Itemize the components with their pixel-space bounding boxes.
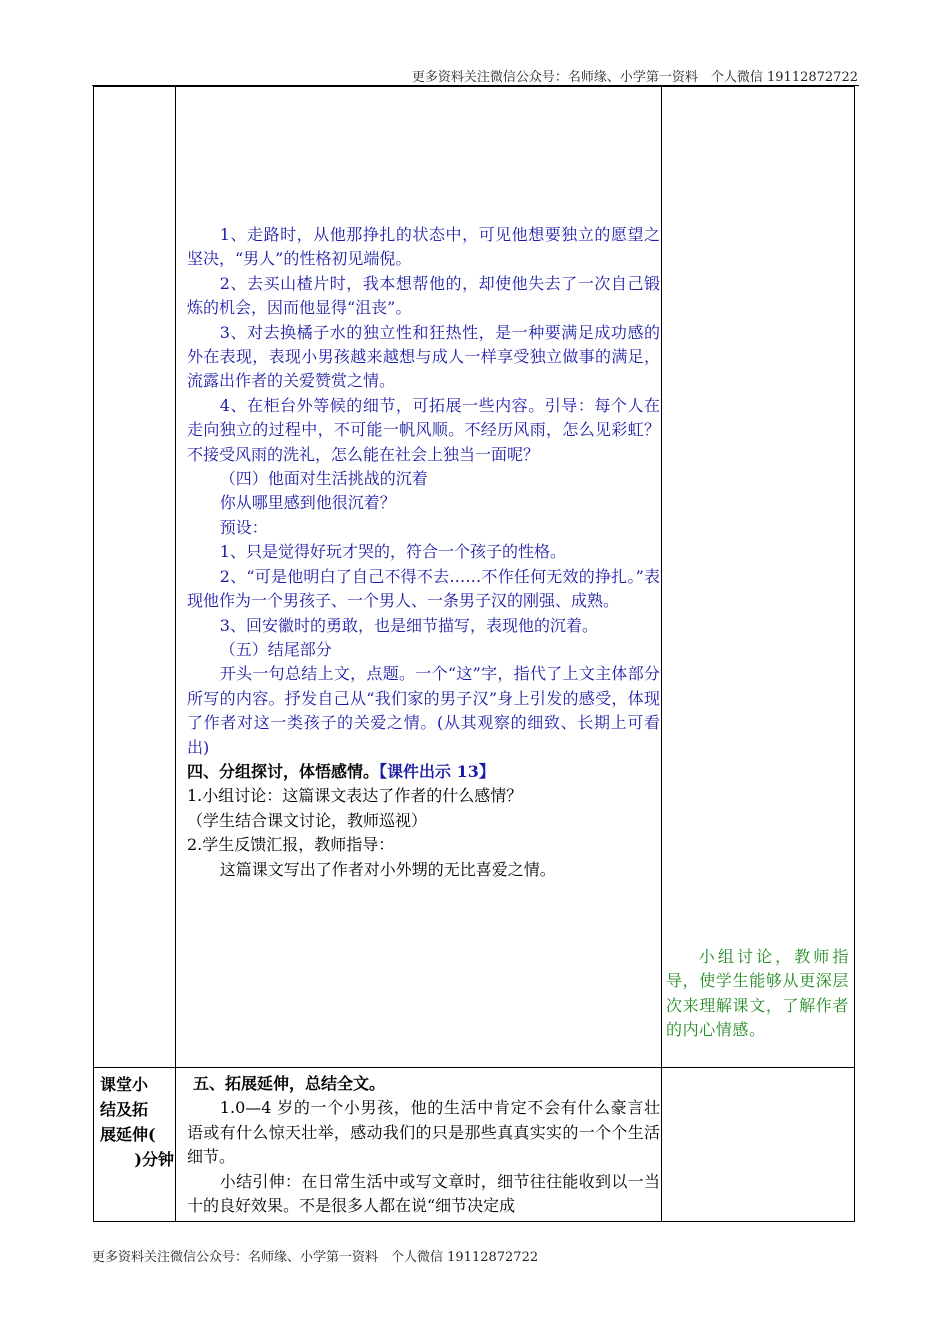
table-column-divider [661, 87, 662, 1221]
design-note-text: 小组讨论，教师指导，使学生能够从更深层次来理解课文，了解作者的内心情感。 [666, 947, 849, 1040]
subheading: （四）他面对生活挑战的沉着 [219, 469, 428, 489]
label-line: 展延伸( [100, 1125, 156, 1144]
list-item: 1.小组讨论：这篇课文表达了作者的什么感情？ [187, 786, 523, 806]
paragraph: 4、在柜台外等候的细节，可拓展一些内容。引导：每个人在走向独立的过程中，不可能一帆风顺。不经历风雨，怎么见彩虹？不接受风雨的洗礼，怎么能在社会上独当一面呢？ [187, 395, 660, 464]
paragraph: 3、对去换橘子水的独立性和狂热性，是一种要满足成功感的外在表现，表现小男孩越来越想与成人一样享受独立做事的满足，流露出作者的关爱赞赏之情。 [187, 322, 660, 391]
summary-row-label [100, 1072, 174, 1172]
paragraph: 2、去买山楂片时，我本想帮他的，却使他失去了一次自己锻炼的机会，因而他显得“沮丧”。 [187, 273, 660, 318]
label-line: 课堂小 [100, 1075, 149, 1094]
label-line: 结及拓 [100, 1100, 149, 1119]
page-header: 更多资料关注微信公众号：名师缘、小学第一资料 个人微信 19112872722 [411, 70, 858, 85]
main-cell-content [187, 223, 660, 882]
section4-title: 四、分组探讨，体悟感情。 [187, 761, 380, 781]
list-item: （学生结合课文讨论，教师巡视） [187, 810, 428, 830]
subheading: （五）结尾部分 [219, 639, 332, 659]
paragraph: 3、回安徽时的勇敢，也是细节描写，表现他的沉着。 [219, 615, 598, 635]
list-item: 2.学生反馈汇报，教师指导： [187, 835, 395, 855]
section5-title: 五、拓展延伸，总结全文。 [193, 1074, 386, 1093]
courseware-tag: 【课件出示 13】 [379, 761, 495, 781]
paragraph: 你从哪里感到他很沉着？ [219, 493, 396, 513]
paragraph: 1.0—4 岁的一个小男孩，他的生活中肯定不会有什么豪言壮语或有什么惊天壮举，感动我们的只是那些真真实实的一个个生活细节。 [187, 1098, 660, 1167]
section4-heading [187, 760, 660, 784]
lesson-table [93, 86, 855, 1222]
paragraph: 小结引伸：在日常生活中或写文章时，细节往往能收到以一当十的良好效果。不是很多人都在说“细节决定成 [187, 1171, 660, 1216]
summary-row-content [187, 1072, 660, 1218]
paragraph: 预设： [219, 517, 268, 537]
table-row-divider [94, 1067, 854, 1068]
paragraph: 2、“可是他明白了自己不得不去……不作任何无效的挣扎。”表现他作为一个男孩子、一个男人、一条男子汉的刚强、成熟。 [187, 566, 660, 611]
paragraph: 1、走路时，从他那挣扎的状态中，可见他想要独立的愿望之坚决，“男人”的性格初见端倪。 [187, 225, 660, 269]
list-item: 这篇课文写出了作者对小外甥的无比喜爱之情。 [219, 859, 556, 879]
page-footer: 更多资料关注微信公众号：名师缘、小学第一资料 个人微信 19112872722 [92, 1250, 539, 1265]
design-note [666, 945, 849, 1043]
paragraph: 开头一句总结上文，点题。一个“这”字，指代了上文主体部分所写的内容。抒发自己从“我们家的男子汉”身上引发的感受，体现了作者对这一类孩子的关爱之情。(从其观察的细致、长期上可看出) [187, 664, 660, 757]
paragraph: 1、只是觉得好玩才哭的，符合一个孩子的性格。 [219, 542, 566, 562]
table-column-divider [175, 87, 176, 1221]
label-line: )分钟 [134, 1150, 174, 1169]
